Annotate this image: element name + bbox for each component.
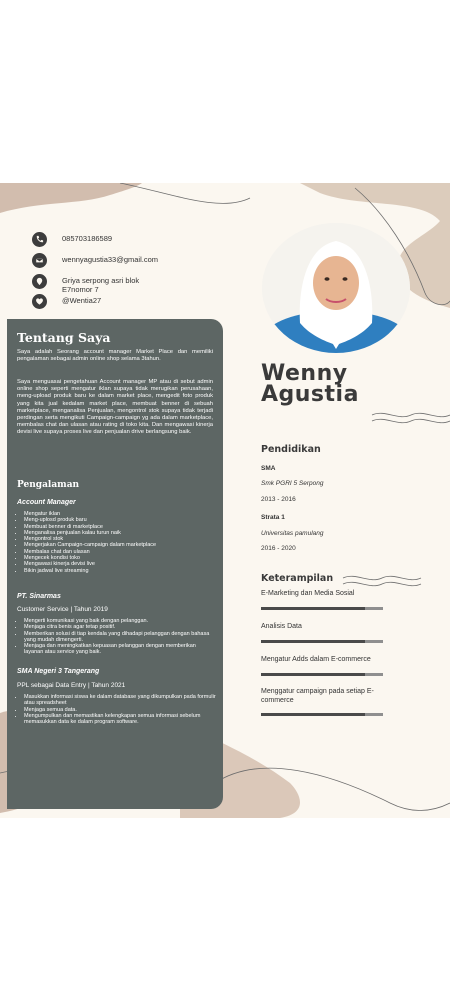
list-item: • Memberikan solusi di tiap kendala yang dihadapi pelanggan dengan bahasa yang mudah dimengerti. (24, 631, 216, 644)
skill-bar-3 (261, 673, 383, 676)
full-name (261, 363, 359, 405)
portrait-illustration (262, 223, 410, 353)
list-item: • Menganalisa penjualan kalau turun naik (24, 530, 216, 536)
education-school-2: Universitas pamulang (261, 530, 324, 537)
skill-label-3: Mengatur Adds dalam E-commerce (261, 656, 371, 663)
list-item: • Mengontrol stok (24, 536, 216, 542)
list-item: • Bikin jadwal live streaming (24, 568, 216, 574)
job2-bullets (14, 618, 216, 656)
phone-icon (32, 232, 47, 247)
job1-title: Account Manager (17, 499, 76, 506)
first-name: Wenny (261, 361, 348, 386)
education-years-1: 2013 - 2016 (261, 496, 296, 503)
list-item: • Mengawasi kinerja devisi live (24, 561, 216, 567)
skill-bar-fill (261, 673, 365, 676)
skill-bar-1 (261, 607, 383, 610)
contact-phone[interactable] (32, 232, 222, 247)
email-icon (32, 253, 47, 268)
list-item: • Masukkan informasi siswa ke dalam database yang dikumpulkan pada formulir atau spreadsheet (24, 694, 216, 707)
left-panel (7, 319, 223, 809)
location-pin-icon (32, 274, 47, 289)
skill-bar-fill (261, 607, 365, 610)
job3-bullets (14, 694, 216, 725)
job2-role: Customer Service | Tahun 2019 (17, 606, 108, 613)
skill-bar-fill (261, 713, 365, 716)
about-paragraph-2: Saya menguasai pengetahuan Account manager MP atau di sebut admin online shop seperti mengatur iklan supaya tidak merugikan perusahaan, meng-upload produk baru ke dalam market place, mengedit foto produk yang kita jual kedalam market place, membuat benner di sebuah marketplace, menganalisa Penjualan, mengontrol stok supaya tidak terjadi perdingan serta mengikuti Campaign-campaign yg ada dalam marketplace, membalas chat dan ulasan atau rating di toko kita. Dan mengawasi kinerja devisi live supaya proses live dan penjualan drive berlangsung baik. (17, 379, 213, 436)
list-item: • Menjaga semua data. (24, 707, 216, 713)
skill-bar-fill (261, 640, 365, 643)
about-paragraph-1: Saya adalah Seorang account manager Market Place dan memiliki pengalaman sebagai admin online shop selama 3tahun. (17, 349, 213, 363)
skill-label-1: E-Marketing dan Media Sosial (261, 590, 355, 597)
experience-heading: Pengalaman (17, 480, 80, 490)
education-level-1: SMA (261, 465, 276, 472)
profile-photo (262, 223, 410, 353)
education-heading: Pendidikan (261, 444, 321, 455)
contact-email[interactable] (32, 253, 222, 268)
about-heading: Tentang Saya (17, 330, 111, 345)
education-level-2: Strata 1 (261, 514, 285, 521)
skill-label-4: Menggatur campaign pada setiap E-commerce (261, 688, 374, 704)
job3-role: PPL sebagai Data Entry | Tahun 2021 (17, 682, 126, 689)
address-text: Griya serpong asri blok E7nomor 7 (62, 276, 140, 294)
skills-heading: Keterampilan (261, 573, 334, 584)
phone-text: 085703186589 (62, 234, 113, 243)
list-item: • Mengumpulkan dan memastikan kelengkapan semua informasi sebelum memasukkan data ke dalam program software. (24, 713, 216, 726)
resume-page (0, 183, 450, 818)
skill-bar-2 (261, 640, 383, 643)
skill-label-2: Analisis Data (261, 623, 302, 630)
list-item: • Mengecek kondisi toko (24, 555, 216, 561)
list-item: • Mengerti komunikasi yang baik dengan pelanggan. (24, 618, 216, 624)
contact-social[interactable] (32, 294, 222, 309)
list-item: • Mengatur iklan (24, 511, 216, 517)
skill-bar-4 (261, 713, 383, 716)
list-item: • Mengerjakan Campaign-campaign dalam marketplace (24, 542, 216, 548)
social-text: @Wentia27 (62, 296, 102, 305)
job1-bullets (14, 511, 216, 574)
list-item: • Menjaga citra benis agar tetap positif. (24, 624, 216, 630)
education-years-2: 2016 - 2020 (261, 545, 296, 552)
list-item: • Membalas chat dan ulasan (24, 549, 216, 555)
list-item: • Meng-uplosd produk baru (24, 517, 216, 523)
list-item: • Membuat benner di marketplace (24, 524, 216, 530)
education-school-1: Smk PGRI 5 Serpong (261, 480, 324, 487)
job2-company: PT. Sinarmas (17, 593, 61, 600)
last-name: Agustia (261, 382, 359, 407)
heart-icon (32, 294, 47, 309)
email-text: wennyagustia33@gmail.com (62, 255, 158, 264)
contact-address (32, 274, 222, 294)
job3-company: SMA Negeri 3 Tangerang (17, 668, 100, 675)
list-item: • Menjaga dan meningkatkan kepuasan pelanggan dengan memberikan layanan atau service yang baik. (24, 643, 216, 656)
